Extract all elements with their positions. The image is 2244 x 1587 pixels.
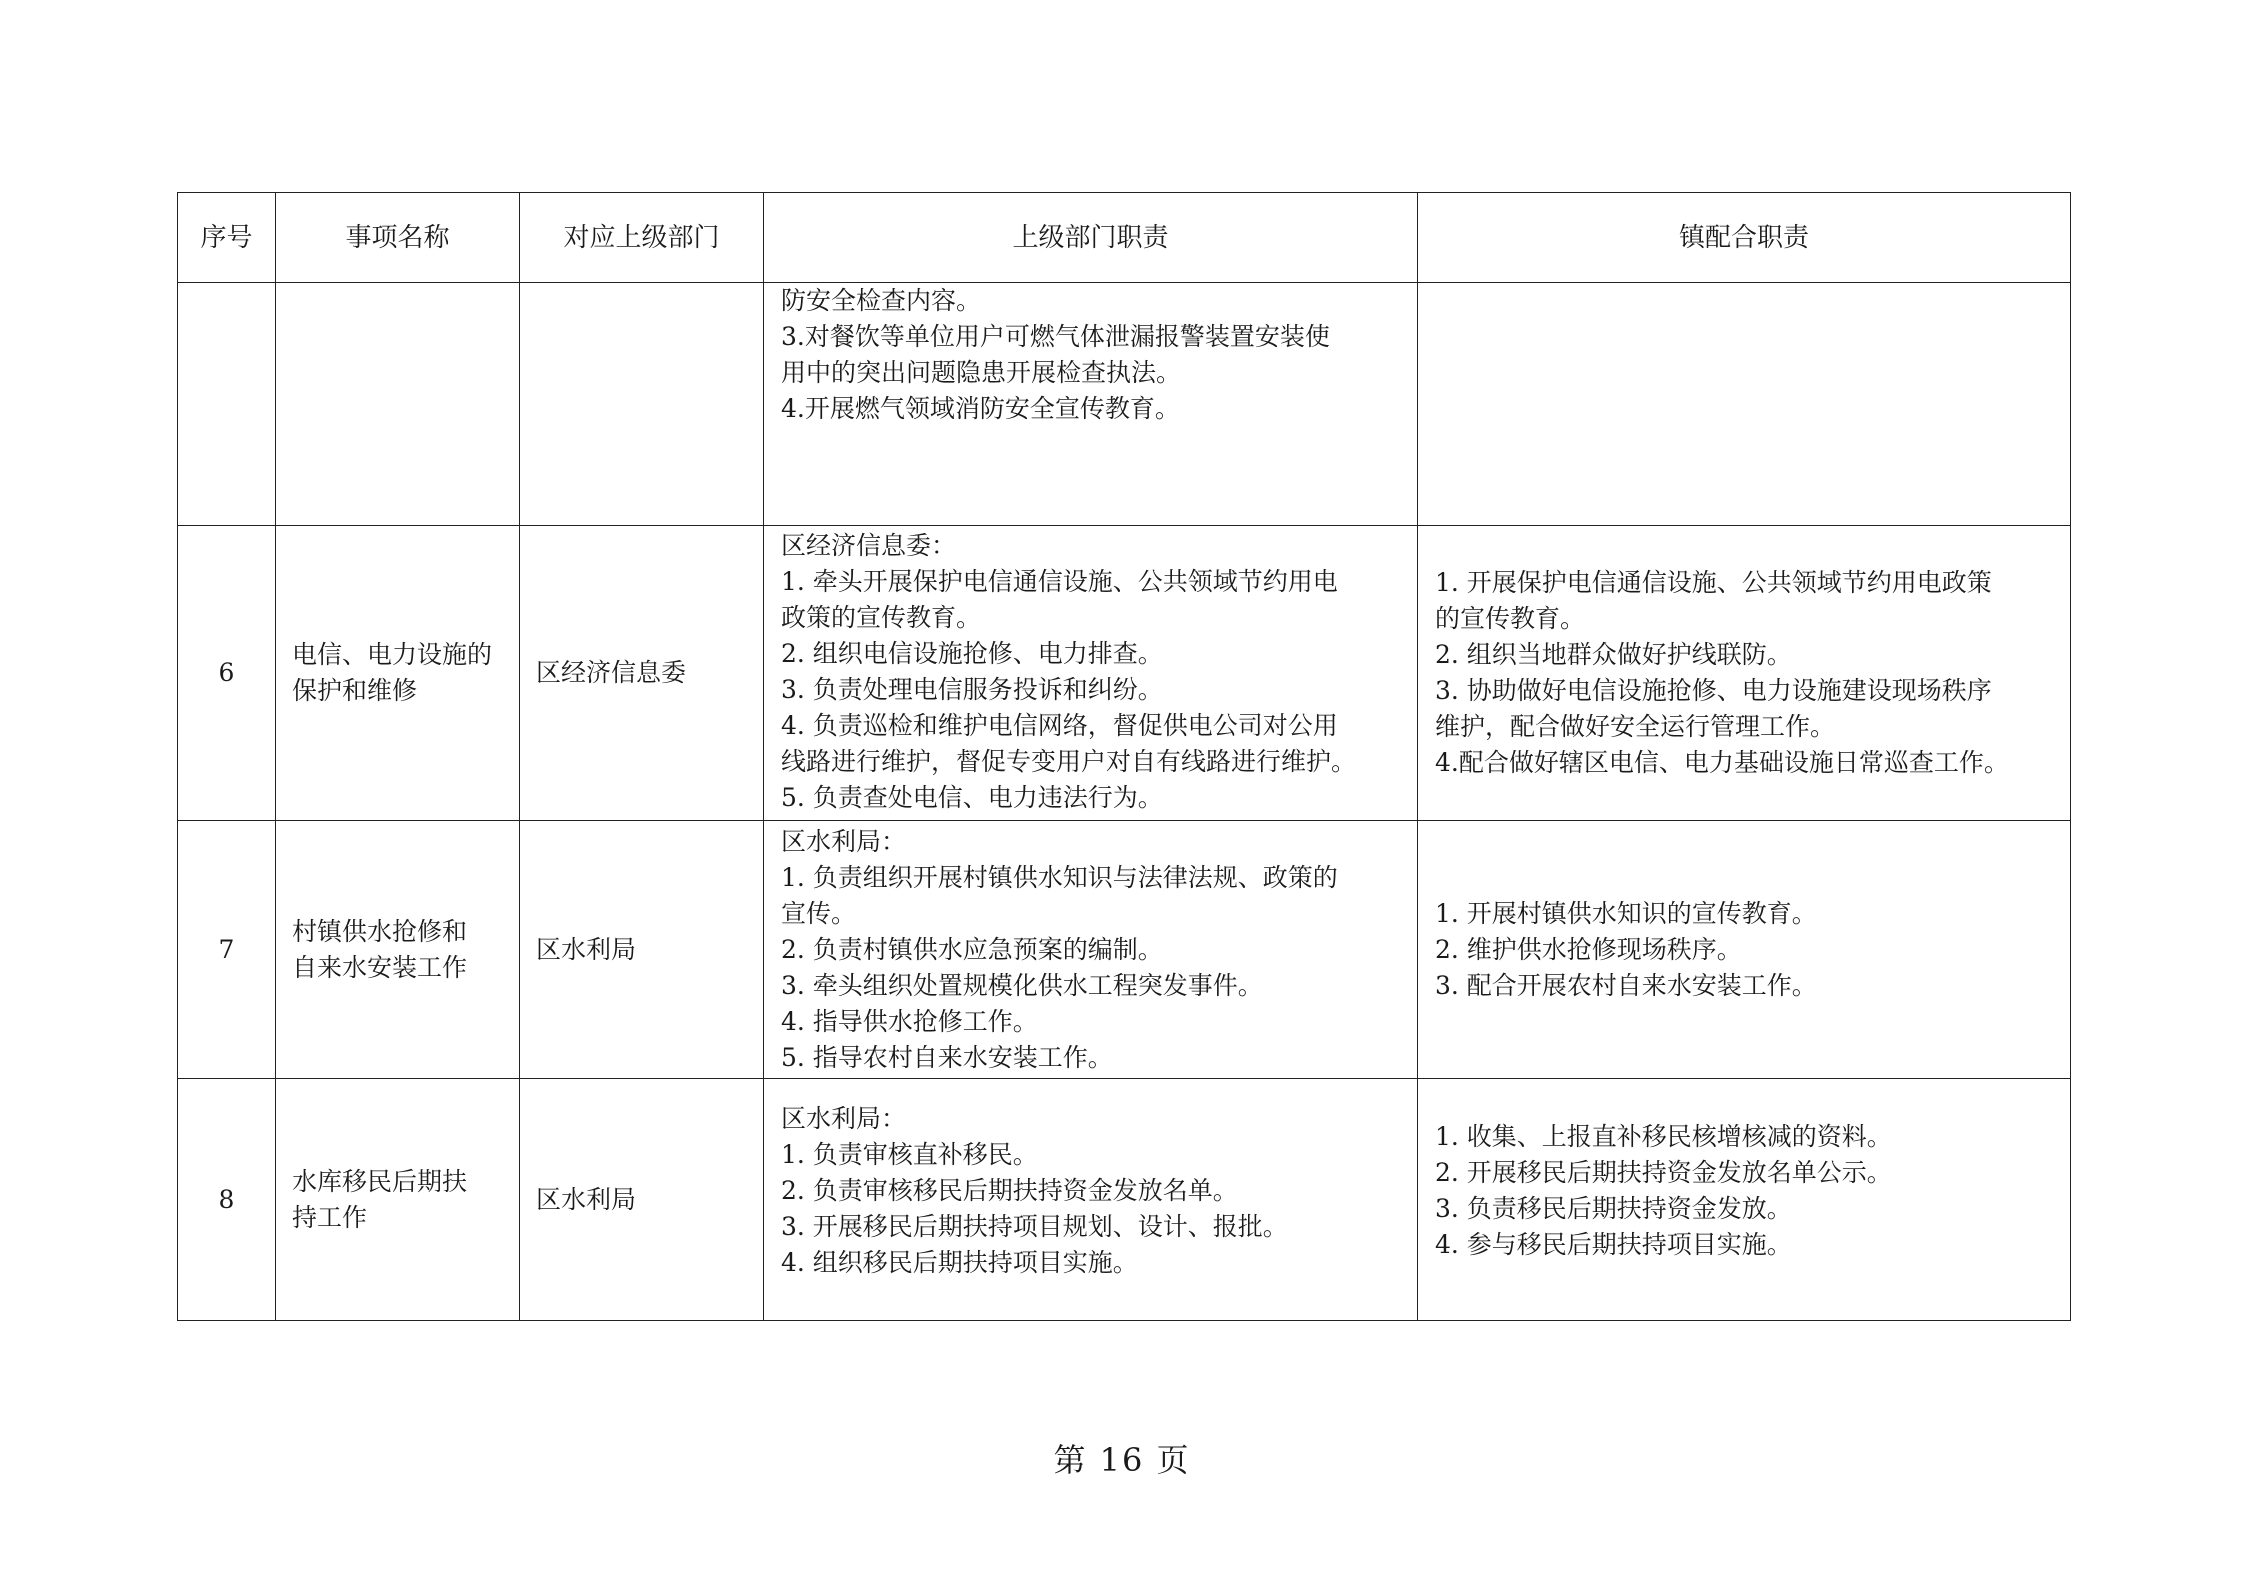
table-row [178, 1079, 2071, 1321]
item-name-line: 电信、电力设施的 [292, 640, 493, 669]
duty-line: 区经济信息委： [781, 531, 957, 560]
duty-line: 2. 负责审核移民后期扶持资金发放名单。 [781, 1175, 1238, 1205]
duty-line: 用中的突出问题隐患开展检查执法。 [781, 358, 1182, 387]
row-dept: 区水利局 [520, 821, 764, 1079]
duty-line: 4.开展燃气领域消防安全宣传教育。 [781, 394, 1180, 423]
table-row [178, 821, 2071, 1079]
duty-line: 4. 组织移民后期扶持项目实施。 [781, 1247, 1138, 1277]
row-town-duty [1418, 1079, 2071, 1321]
town-duty-line: 1. 开展村镇供水知识的宣传教育。 [1435, 898, 1817, 928]
row-superior-duty [764, 1079, 1418, 1321]
town-duty-line: 维护，配合做好安全运行管理工作。 [1435, 712, 1836, 741]
duty-line: 区水利局： [781, 826, 907, 856]
row-no: 7 [178, 821, 276, 1079]
town-duty-line: 3. 负责移民后期扶持资金发放。 [1435, 1193, 1792, 1223]
row-town-duty [1418, 821, 2071, 1079]
table-header-row [178, 193, 2071, 283]
duty-line: 1. 负责审核直补移民。 [781, 1139, 1038, 1169]
duty-line: 4. 负责巡检和维护电信网络，督促供电公司对公用 [781, 711, 1338, 740]
row-superior-duty [764, 526, 1418, 821]
town-duty-line: 1. 开展保护电信通信设施、公共领域节约用电政策 [1435, 568, 1992, 597]
duty-line: 5. 负责查处电信、电力违法行为。 [781, 783, 1163, 812]
duty-line: 防安全检查内容。 [781, 286, 982, 315]
row-dept [520, 283, 764, 526]
row-town-duty [1418, 283, 2071, 526]
duty-line: 政策的宣传教育。 [781, 603, 982, 632]
table-row [178, 526, 2071, 821]
town-duty-line: 4. 参与移民后期扶持项目实施。 [1435, 1229, 1792, 1259]
header-item-name: 事项名称 [276, 193, 520, 283]
item-name-line: 自来水安装工作 [292, 952, 468, 982]
row-no: 8 [178, 1079, 276, 1321]
header-town-duty: 镇配合职责 [1418, 193, 2071, 283]
town-duty-line: 2. 组织当地群众做好护线联防。 [1435, 640, 1792, 669]
row-dept: 区经济信息委 [520, 526, 764, 821]
row-item-name [276, 821, 520, 1079]
row-item-name [276, 526, 520, 821]
header-superior-dept: 对应上级部门 [520, 193, 764, 283]
table-row [178, 283, 2071, 526]
duty-line: 宣传。 [781, 898, 857, 928]
duty-line: 区水利局： [781, 1103, 907, 1133]
town-duty-line: 的宣传教育。 [1435, 604, 1586, 633]
duty-line: 2. 负责村镇供水应急预案的编制。 [781, 934, 1163, 964]
town-duty-line: 1. 收集、上报直补移民核增核减的资料。 [1435, 1121, 1892, 1151]
duty-line: 4. 指导供水抢修工作。 [781, 1006, 1038, 1036]
row-no [178, 283, 276, 526]
duty-line: 2. 组织电信设施抢修、电力排查。 [781, 639, 1163, 668]
item-name-line: 村镇供水抢修和 [292, 916, 468, 946]
duty-line: 5. 指导农村自来水安装工作。 [781, 1042, 1113, 1072]
row-no: 6 [178, 526, 276, 821]
town-duty-line: 2. 开展移民后期扶持资金发放名单公示。 [1435, 1157, 1892, 1187]
header-superior-duty: 上级部门职责 [764, 193, 1418, 283]
row-dept: 区水利局 [520, 1079, 764, 1321]
town-duty-line: 3. 配合开展农村自来水安装工作。 [1435, 970, 1817, 1000]
duty-line: 3. 开展移民后期扶持项目规划、设计、报批。 [781, 1211, 1288, 1241]
page-number: 第 16 页 [1053, 1441, 1191, 1479]
row-item-name [276, 283, 520, 526]
duty-line: 线路进行维护，督促专变用户对自有线路进行维护。 [781, 747, 1357, 776]
duty-line: 3.对餐饮等单位用户可燃气体泄漏报警装置安装使 [781, 322, 1330, 351]
town-duty-line: 4.配合做好辖区电信、电力基础设施日常巡查工作。 [1435, 748, 2009, 777]
duty-line: 1. 负责组织开展村镇供水知识与法律法规、政策的 [781, 862, 1338, 892]
duty-line: 1. 牵头开展保护电信通信设施、公共领域节约用电 [781, 567, 1338, 596]
row-town-duty [1418, 526, 2071, 821]
item-name-line: 持工作 [292, 1202, 368, 1232]
item-name-line: 保护和维修 [292, 676, 418, 705]
duty-line: 3. 牵头组织处置规模化供水工程突发事件。 [781, 970, 1263, 1000]
duty-line: 3. 负责处理电信服务投诉和纠纷。 [781, 675, 1163, 704]
header-no: 序号 [178, 193, 276, 283]
row-item-name [276, 1079, 520, 1321]
row-superior-duty [764, 283, 1418, 526]
town-duty-line: 2. 维护供水抢修现场秩序。 [1435, 934, 1742, 964]
item-name-line: 水库移民后期扶 [292, 1166, 468, 1196]
town-duty-line: 3. 协助做好电信设施抢修、电力设施建设现场秩序 [1435, 676, 1992, 705]
responsibility-table [177, 192, 2071, 1321]
row-superior-duty [764, 821, 1418, 1079]
